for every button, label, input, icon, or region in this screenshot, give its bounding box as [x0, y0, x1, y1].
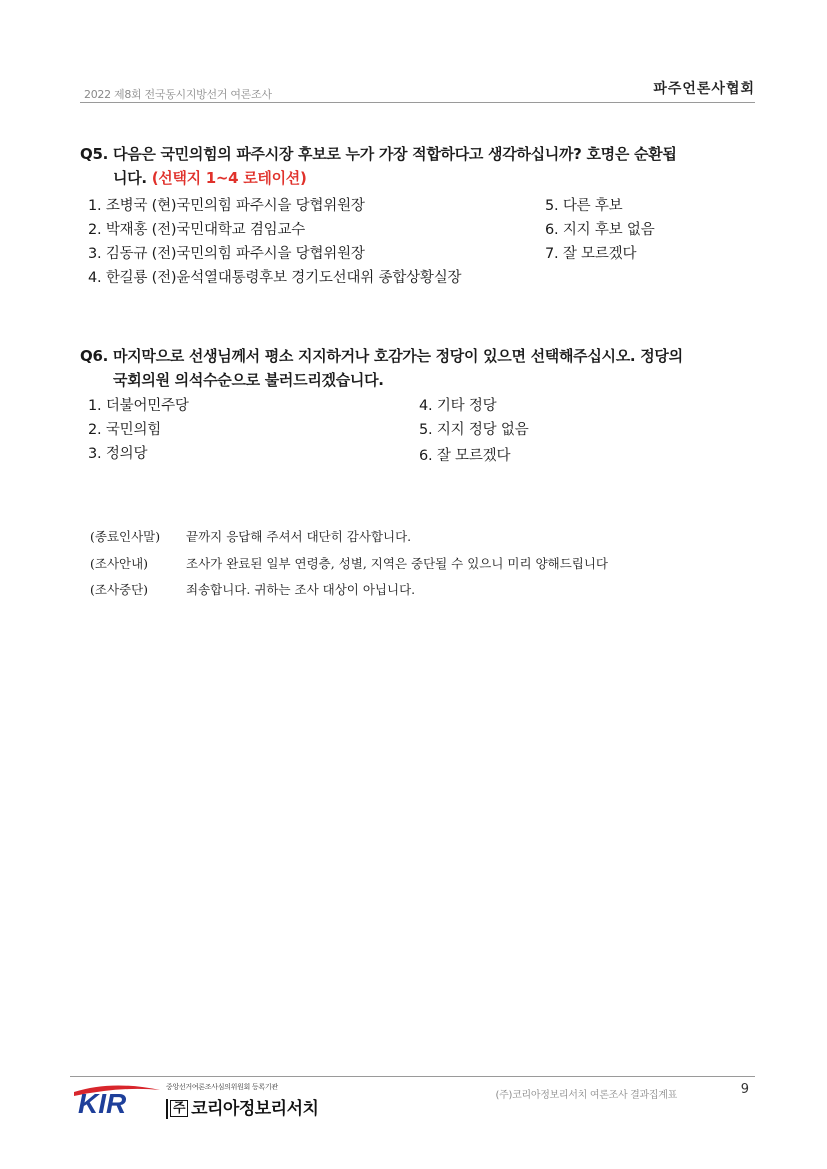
survey-title: 2022 제8회 전국동시지방선거 여론조사: [84, 88, 272, 101]
company-name: [166, 1094, 318, 1119]
option-item: 1. 더불어민주당: [88, 398, 189, 414]
question-number: Q5.: [80, 145, 108, 163]
question-q5: [80, 142, 755, 190]
kir-logo: [72, 1082, 164, 1116]
option-item: 6. 잘 모르겠다: [419, 448, 511, 464]
closing-label: (조사안내): [90, 556, 149, 571]
option-item: 4. 기타 정당: [419, 398, 497, 414]
option-item: 3. 김동규 (전)국민의힘 파주시을 당협위원장: [88, 246, 365, 262]
closing-stop: [90, 581, 415, 599]
option-item: 1. 조병국 (현)국민의힘 파주시을 당협위원장: [88, 198, 365, 214]
question-number: Q6.: [80, 347, 108, 365]
document-label: (주)코리아정보리서치 여론조사 결과집계표: [495, 1090, 677, 1101]
option-item: 5. 지지 정당 없음: [419, 422, 529, 438]
option-item: 7. 잘 모르겠다: [545, 246, 637, 262]
question-text-line1: 다음은 국민의힘의 파주시장 후보로 누가 가장 적합하다고 생각하십니까? 호명은 순환됩: [113, 145, 677, 163]
closing-guide: [90, 555, 608, 573]
option-item: 5. 다른 후보: [545, 198, 623, 214]
org-name: 파주언론사협회: [653, 81, 755, 97]
logo-text: KIR: [78, 1088, 127, 1116]
company-divider: [166, 1099, 168, 1119]
closing-greeting: [90, 528, 411, 546]
question-text-line1: 마지막으로 선생님께서 평소 지지하거나 호감가는 정당이 있으면 선택해주십시오. 정당의: [113, 347, 683, 365]
option-item: 6. 지지 후보 없음: [545, 222, 655, 238]
company-name-text: 코리아정보리서치: [191, 1099, 319, 1119]
option-item: 4. 한길룡 (전)윤석열대통령후보 경기도선대위 종합상황실장: [88, 270, 462, 286]
closing-label: (종료인사말): [90, 529, 161, 544]
option-item: 2. 박재홍 (전)국민대학교 겸임교수: [88, 222, 306, 238]
rotation-note: (선택지 1~4 로테이션): [151, 169, 307, 187]
header-divider: [80, 102, 755, 103]
question-text-line2: [80, 166, 755, 190]
question-text-end: 니다.: [113, 169, 147, 187]
registration-text: 중앙선거여론조사심의위원회 등록기관: [166, 1083, 278, 1091]
closing-label: (조사중단): [90, 582, 149, 597]
closing-text: 죄송합니다. 귀하는 조사 대상이 아닙니다.: [186, 582, 416, 597]
option-item: 2. 국민의힘: [88, 422, 162, 438]
closing-text: 끝까지 응답해 주셔서 대단히 감사합니다.: [186, 529, 412, 544]
option-item: 3. 정의당: [88, 446, 148, 462]
question-q6: [80, 344, 755, 392]
closing-text: 조사가 완료된 일부 연령층, 성별, 지역은 중단될 수 있으니 미리 양해드립니다: [186, 556, 609, 571]
company-mark: 주: [170, 1100, 188, 1117]
page-number: 9: [740, 1082, 749, 1097]
question-text-line2: 국회의원 의석수순으로 불러드리겠습니다.: [113, 371, 384, 389]
footer-divider: [70, 1076, 755, 1077]
